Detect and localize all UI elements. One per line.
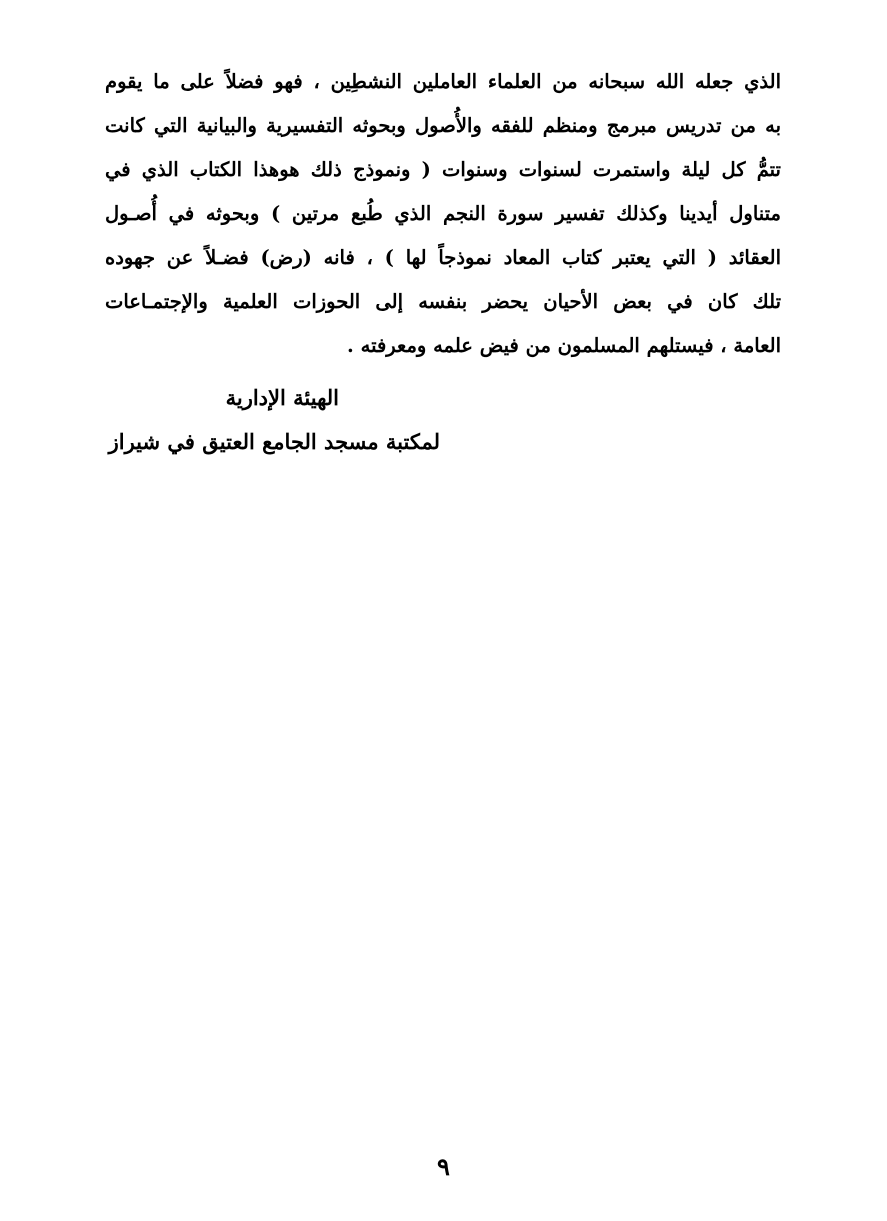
body-paragraph: [105, 62, 781, 370]
paragraph-line-4: متناول أيدينا وكذلك تفسير سورة النجم الذي طُبع مرتين ) وبحوثه في أُصـول: [105, 202, 781, 225]
paragraph-line-5: العقائد ( التي يعتبر كتاب المعاد نموذجاً لها ) ، فانه (رض) فضـلاً عن جهوده: [105, 246, 781, 269]
signature-organization: لمكتبة مسجد الجامع العتيق في شيراز: [108, 429, 440, 454]
paragraph-line-7: العامة ، فيستلهم المسلمون من فيض علمه ومعرفته .: [347, 334, 781, 357]
signature-title: الهيئة الإدارية: [225, 385, 339, 410]
page-number: ٩: [437, 1152, 450, 1181]
paragraph-line-6: تلك كان في بعض الأحيان يحضر بنفسه إلى الحوزات العلمية والإجتمـاعات: [105, 290, 781, 313]
paragraph-line-2: به من تدريس مبرمج ومنظم للفقه والأُصول وبحوثه التفسيرية والبيانية التي كانت: [105, 114, 781, 137]
paragraph-line-3: تتمُّ كل ليلة واستمرت لسنوات وسنوات ( ونموذج ذلك هوهذا الكتاب الذي في: [105, 158, 781, 181]
paragraph-line-1: الذي جعله الله سبحانه من العلماء العاملين النشطِين ، فهو فضلاً على ما يقوم: [105, 70, 781, 93]
